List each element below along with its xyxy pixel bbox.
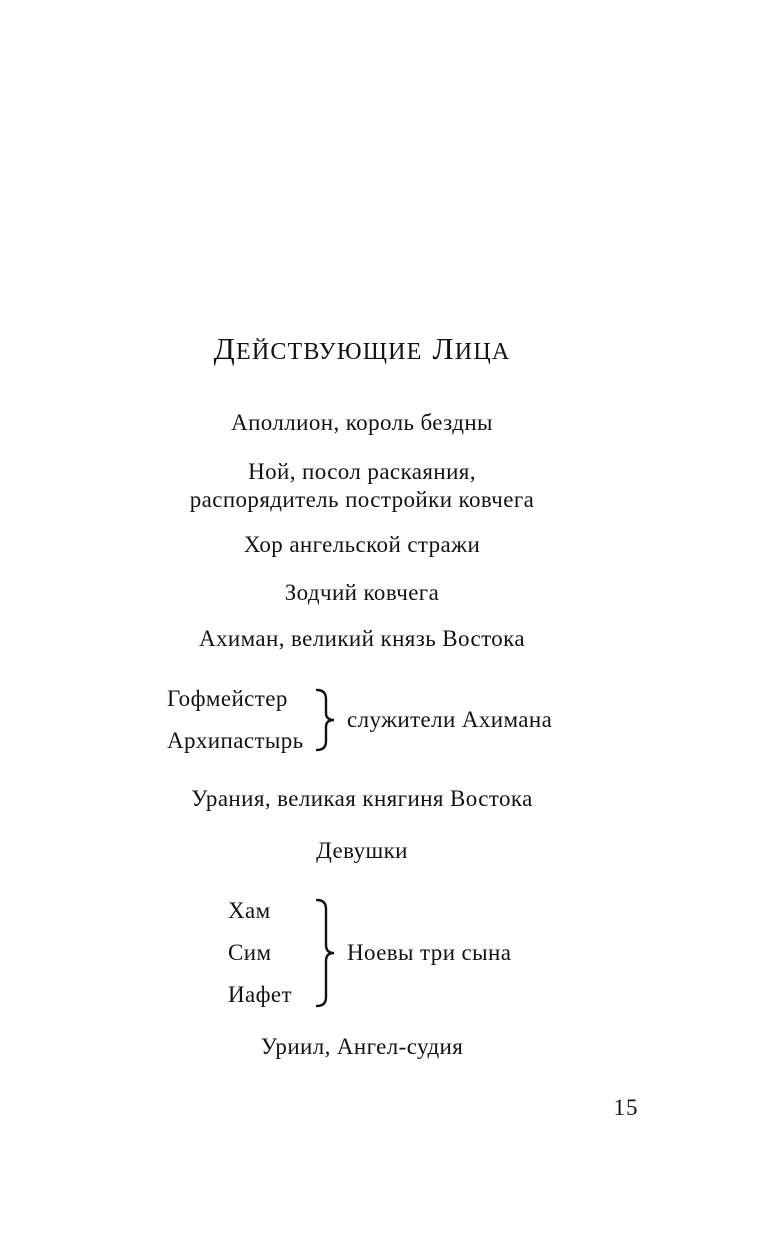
cast-entry-ham: Хам [228,898,271,923]
group-label-noah-sons: Ноевы три сына [347,940,512,965]
cast-entry-uriel: Уриил, Ангел-судия [260,1034,464,1059]
cast-entry-japheth: Иафет [228,982,292,1007]
cast-entry-noah-line1: Ной, посол раскаяния, [248,459,476,484]
cast-entry-noah-line2: распорядитель постройки ковчега [189,487,535,512]
cast-entry-urania: Урания, великая княгиня Востока [191,786,533,811]
group-label-ahiman-servants: служители Ахимана [347,707,553,732]
group-names-column [167,678,313,762]
title-word2-initial: Л [432,331,455,366]
cast-entry-ahiman: Ахиман, великий князь Востока [199,626,525,651]
cast-entry-angel-choir: Хор ангельской стражи [243,532,481,557]
cast-group-noah-sons [228,890,511,1016]
title-word1-initial: Д [213,331,236,366]
cast-entry-noah [102,458,622,514]
right-brace-icon [313,687,337,753]
title-word2-smallcaps: ИЦА [454,339,511,365]
cast-group-ahiman-servants [167,678,552,762]
group-names-column [228,890,313,1016]
title-word1-smallcaps: ЕЙСТВУЮЩИЕ [235,339,423,365]
cast-entry-shem: Сим [228,940,272,965]
cast-entry-hofmeister: Гофмейстер [167,686,288,711]
cast-entry-ark-architect: Зодчий ковчега [284,580,440,605]
cast-entry-maidens: Девушки [316,838,408,863]
page-number: 15 [613,1095,639,1120]
cast-entry-archpastor: Архипастырь [167,728,304,753]
cast-entry-apollion: Аполлион, король бездны [231,410,493,435]
page-title [102,328,622,372]
right-brace-icon [313,897,337,1009]
